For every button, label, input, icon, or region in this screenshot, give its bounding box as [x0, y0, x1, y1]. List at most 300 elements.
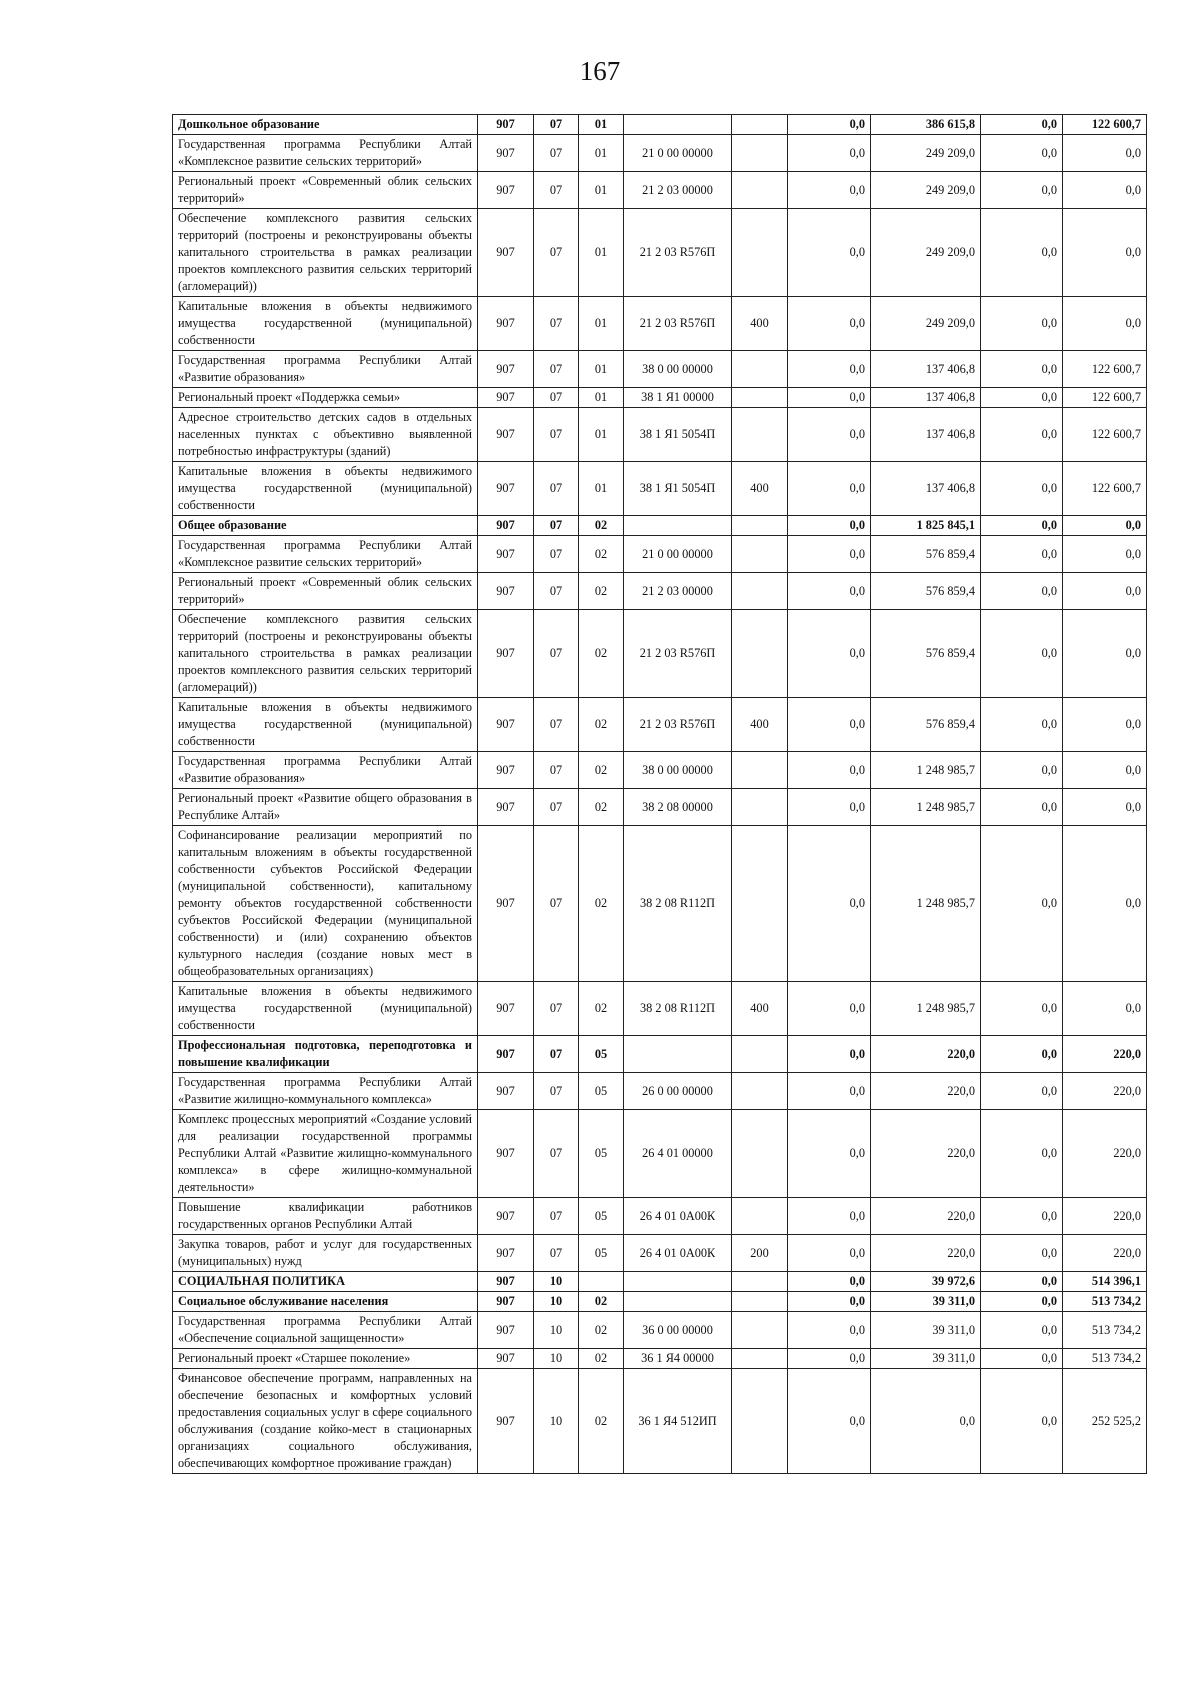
- amount-2-cell: 249 209,0: [871, 209, 981, 297]
- table-row: [173, 698, 1147, 752]
- amount-4-cell: 0,0: [1063, 826, 1147, 982]
- table-row: [173, 1198, 1147, 1235]
- table-row: [173, 1292, 1147, 1312]
- amount-1-cell: 0,0: [788, 1349, 871, 1369]
- section-code-cell: 07: [534, 610, 579, 698]
- target-article-cell: 38 1 Я1 5054П: [624, 408, 732, 462]
- row-name-cell: Закупка товаров, работ и услуг для государственных (муниципальных) нужд: [173, 1235, 478, 1272]
- amount-4-cell: 0,0: [1063, 536, 1147, 573]
- expense-type-cell: [732, 351, 788, 388]
- expense-type-cell: [732, 1073, 788, 1110]
- section-code-cell: 07: [534, 516, 579, 536]
- amount-4-cell: 0,0: [1063, 698, 1147, 752]
- row-name-cell: Повышение квалификации работников государственных органов Республики Алтай: [173, 1198, 478, 1235]
- expense-type-cell: [732, 135, 788, 172]
- department-code-cell: 907: [478, 172, 534, 209]
- amount-1-cell: 0,0: [788, 135, 871, 172]
- target-article-cell: 38 1 Я1 00000: [624, 388, 732, 408]
- table-row: [173, 297, 1147, 351]
- section-code-cell: 07: [534, 1235, 579, 1272]
- table-body: [173, 115, 1147, 1474]
- expense-type-cell: [732, 1272, 788, 1292]
- table-row: [173, 516, 1147, 536]
- section-code-cell: 07: [534, 536, 579, 573]
- table-row: [173, 789, 1147, 826]
- section-code-cell: 07: [534, 297, 579, 351]
- table-row: [173, 610, 1147, 698]
- subsection-code-cell: [579, 1272, 624, 1292]
- expense-type-cell: 400: [732, 297, 788, 351]
- department-code-cell: 907: [478, 536, 534, 573]
- department-code-cell: 907: [478, 297, 534, 351]
- target-article-cell: 21 2 03 R576П: [624, 209, 732, 297]
- target-article-cell: 21 2 03 R576П: [624, 698, 732, 752]
- amount-2-cell: 137 406,8: [871, 388, 981, 408]
- section-code-cell: 07: [534, 1073, 579, 1110]
- row-name-cell: Региональный проект «Современный облик сельских территорий»: [173, 573, 478, 610]
- amount-1-cell: 0,0: [788, 1036, 871, 1073]
- amount-1-cell: 0,0: [788, 1235, 871, 1272]
- expense-type-cell: [732, 115, 788, 135]
- subsection-code-cell: 02: [579, 982, 624, 1036]
- expense-type-cell: 200: [732, 1235, 788, 1272]
- row-name-cell: Комплекс процессных мероприятий «Создание условий для реализации государственной программы Республики Алтай «Развитие жилищно-коммунального комплекса» в сфере жилищно-коммунальной деятельности»: [173, 1110, 478, 1198]
- target-article-cell: 26 4 01 0А00К: [624, 1198, 732, 1235]
- target-article-cell: 38 2 08 R112П: [624, 826, 732, 982]
- amount-3-cell: 0,0: [981, 388, 1063, 408]
- expense-type-cell: [732, 1349, 788, 1369]
- subsection-code-cell: 01: [579, 351, 624, 388]
- department-code-cell: 907: [478, 698, 534, 752]
- amount-3-cell: 0,0: [981, 573, 1063, 610]
- amount-1-cell: 0,0: [788, 1272, 871, 1292]
- row-name-cell: Государственная программа Республики Алтай «Развитие образования»: [173, 351, 478, 388]
- table-row: [173, 826, 1147, 982]
- section-code-cell: 10: [534, 1349, 579, 1369]
- target-article-cell: 36 1 Я4 00000: [624, 1349, 732, 1369]
- amount-4-cell: 513 734,2: [1063, 1312, 1147, 1349]
- amount-4-cell: 0,0: [1063, 610, 1147, 698]
- row-name-cell: Государственная программа Республики Алтай «Обеспечение социальной защищенности»: [173, 1312, 478, 1349]
- subsection-code-cell: 01: [579, 209, 624, 297]
- target-article-cell: 38 0 00 00000: [624, 351, 732, 388]
- row-name-cell: Государственная программа Республики Алтай «Комплексное развитие сельских территорий»: [173, 135, 478, 172]
- amount-3-cell: 0,0: [981, 826, 1063, 982]
- row-name-cell: Обеспечение комплексного развития сельских территорий (построены и реконструированы объекты капитального строительства в рамках реализации проектов комплексного развития сельских территорий (агломераций)): [173, 209, 478, 297]
- amount-4-cell: 0,0: [1063, 789, 1147, 826]
- subsection-code-cell: 05: [579, 1198, 624, 1235]
- section-code-cell: 07: [534, 982, 579, 1036]
- amount-2-cell: 39 972,6: [871, 1272, 981, 1292]
- target-article-cell: 36 1 Я4 512ИП: [624, 1369, 732, 1474]
- subsection-code-cell: 02: [579, 1349, 624, 1369]
- amount-3-cell: 0,0: [981, 351, 1063, 388]
- table-row: [173, 172, 1147, 209]
- subsection-code-cell: 02: [579, 516, 624, 536]
- section-code-cell: 07: [534, 172, 579, 209]
- amount-2-cell: 1 825 845,1: [871, 516, 981, 536]
- target-article-cell: 21 2 03 R576П: [624, 297, 732, 351]
- section-code-cell: 07: [534, 752, 579, 789]
- subsection-code-cell: 02: [579, 789, 624, 826]
- amount-1-cell: 0,0: [788, 982, 871, 1036]
- table-row: [173, 351, 1147, 388]
- amount-1-cell: 0,0: [788, 698, 871, 752]
- amount-3-cell: 0,0: [981, 172, 1063, 209]
- amount-2-cell: 220,0: [871, 1110, 981, 1198]
- amount-1-cell: 0,0: [788, 826, 871, 982]
- section-code-cell: 07: [534, 1036, 579, 1073]
- expense-type-cell: [732, 1369, 788, 1474]
- department-code-cell: 907: [478, 610, 534, 698]
- target-article-cell: 26 0 00 00000: [624, 1073, 732, 1110]
- row-name-cell: Капитальные вложения в объекты недвижимого имущества государственной (муниципальной) собственности: [173, 462, 478, 516]
- section-code-cell: 07: [534, 573, 579, 610]
- target-article-cell: 21 2 03 R576П: [624, 610, 732, 698]
- amount-2-cell: 576 859,4: [871, 573, 981, 610]
- target-article-cell: [624, 1272, 732, 1292]
- target-article-cell: 38 2 08 R112П: [624, 982, 732, 1036]
- expense-type-cell: [732, 408, 788, 462]
- subsection-code-cell: 02: [579, 1292, 624, 1312]
- amount-2-cell: 39 311,0: [871, 1292, 981, 1312]
- department-code-cell: 907: [478, 789, 534, 826]
- amount-2-cell: 137 406,8: [871, 408, 981, 462]
- amount-1-cell: 0,0: [788, 388, 871, 408]
- section-code-cell: 07: [534, 1110, 579, 1198]
- table-row: [173, 1369, 1147, 1474]
- table-row: [173, 462, 1147, 516]
- table-row: [173, 536, 1147, 573]
- amount-4-cell: 122 600,7: [1063, 388, 1147, 408]
- table-row: [173, 115, 1147, 135]
- amount-4-cell: 220,0: [1063, 1073, 1147, 1110]
- section-code-cell: 07: [534, 698, 579, 752]
- table-row: [173, 1036, 1147, 1073]
- amount-4-cell: 220,0: [1063, 1036, 1147, 1073]
- target-article-cell: [624, 1292, 732, 1312]
- amount-4-cell: 252 525,2: [1063, 1369, 1147, 1474]
- table-row: [173, 209, 1147, 297]
- subsection-code-cell: 02: [579, 573, 624, 610]
- table-row: [173, 1312, 1147, 1349]
- row-name-cell: Государственная программа Республики Алтай «Развитие образования»: [173, 752, 478, 789]
- target-article-cell: [624, 516, 732, 536]
- row-name-cell: Государственная программа Республики Алтай «Комплексное развитие сельских территорий»: [173, 536, 478, 573]
- amount-3-cell: 0,0: [981, 1198, 1063, 1235]
- table-row: [173, 388, 1147, 408]
- table-row: [173, 573, 1147, 610]
- amount-2-cell: 1 248 985,7: [871, 789, 981, 826]
- row-name-cell: Государственная программа Республики Алтай «Развитие жилищно-коммунального комплекса»: [173, 1073, 478, 1110]
- expense-type-cell: [732, 209, 788, 297]
- department-code-cell: 907: [478, 351, 534, 388]
- subsection-code-cell: 05: [579, 1036, 624, 1073]
- table-row: [173, 135, 1147, 172]
- amount-3-cell: 0,0: [981, 135, 1063, 172]
- amount-3-cell: 0,0: [981, 1312, 1063, 1349]
- amount-2-cell: 39 311,0: [871, 1349, 981, 1369]
- amount-3-cell: 0,0: [981, 1073, 1063, 1110]
- amount-1-cell: 0,0: [788, 115, 871, 135]
- amount-3-cell: 0,0: [981, 698, 1063, 752]
- row-name-cell: Капитальные вложения в объекты недвижимого имущества государственной (муниципальной) собственности: [173, 982, 478, 1036]
- subsection-code-cell: 02: [579, 610, 624, 698]
- amount-4-cell: 0,0: [1063, 573, 1147, 610]
- amount-4-cell: 513 734,2: [1063, 1292, 1147, 1312]
- table-row: [173, 1349, 1147, 1369]
- row-name-cell: Региональный проект «Развитие общего образования в Республике Алтай»: [173, 789, 478, 826]
- department-code-cell: 907: [478, 982, 534, 1036]
- amount-4-cell: 122 600,7: [1063, 462, 1147, 516]
- amount-3-cell: 0,0: [981, 1369, 1063, 1474]
- subsection-code-cell: 05: [579, 1235, 624, 1272]
- department-code-cell: 907: [478, 388, 534, 408]
- section-code-cell: 10: [534, 1272, 579, 1292]
- row-name-cell: Капитальные вложения в объекты недвижимого имущества государственной (муниципальной) собственности: [173, 698, 478, 752]
- subsection-code-cell: 01: [579, 462, 624, 516]
- amount-1-cell: 0,0: [788, 351, 871, 388]
- expense-type-cell: 400: [732, 982, 788, 1036]
- expense-type-cell: [732, 536, 788, 573]
- subsection-code-cell: 02: [579, 752, 624, 789]
- subsection-code-cell: 02: [579, 1312, 624, 1349]
- expense-type-cell: [732, 388, 788, 408]
- amount-1-cell: 0,0: [788, 610, 871, 698]
- amount-4-cell: 0,0: [1063, 752, 1147, 789]
- amount-2-cell: 220,0: [871, 1198, 981, 1235]
- department-code-cell: 907: [478, 573, 534, 610]
- section-code-cell: 07: [534, 1198, 579, 1235]
- amount-3-cell: 0,0: [981, 462, 1063, 516]
- section-code-cell: 07: [534, 789, 579, 826]
- subsection-code-cell: 01: [579, 172, 624, 209]
- expense-type-cell: 400: [732, 698, 788, 752]
- amount-3-cell: 0,0: [981, 1235, 1063, 1272]
- amount-1-cell: 0,0: [788, 1292, 871, 1312]
- department-code-cell: 907: [478, 135, 534, 172]
- amount-3-cell: 0,0: [981, 115, 1063, 135]
- amount-4-cell: 514 396,1: [1063, 1272, 1147, 1292]
- amount-4-cell: 220,0: [1063, 1110, 1147, 1198]
- amount-1-cell: 0,0: [788, 1110, 871, 1198]
- expense-type-cell: [732, 752, 788, 789]
- target-article-cell: 26 4 01 00000: [624, 1110, 732, 1198]
- section-code-cell: 07: [534, 115, 579, 135]
- target-article-cell: 21 0 00 00000: [624, 135, 732, 172]
- amount-1-cell: 0,0: [788, 573, 871, 610]
- amount-2-cell: 0,0: [871, 1369, 981, 1474]
- amount-2-cell: 137 406,8: [871, 462, 981, 516]
- row-name-cell: Региональный проект «Поддержка семьи»: [173, 388, 478, 408]
- section-code-cell: 07: [534, 388, 579, 408]
- section-code-cell: 07: [534, 462, 579, 516]
- amount-4-cell: 0,0: [1063, 982, 1147, 1036]
- amount-2-cell: 137 406,8: [871, 351, 981, 388]
- amount-4-cell: 220,0: [1063, 1198, 1147, 1235]
- row-name-cell: Региональный проект «Старшее поколение»: [173, 1349, 478, 1369]
- subsection-code-cell: 01: [579, 388, 624, 408]
- expense-type-cell: [732, 1036, 788, 1073]
- table-row: [173, 1110, 1147, 1198]
- department-code-cell: 907: [478, 1235, 534, 1272]
- target-article-cell: 21 2 03 00000: [624, 573, 732, 610]
- amount-3-cell: 0,0: [981, 516, 1063, 536]
- amount-2-cell: 386 615,8: [871, 115, 981, 135]
- amount-1-cell: 0,0: [788, 536, 871, 573]
- department-code-cell: 907: [478, 752, 534, 789]
- target-article-cell: 26 4 01 0А00К: [624, 1235, 732, 1272]
- expense-type-cell: [732, 1312, 788, 1349]
- expense-type-cell: [732, 1110, 788, 1198]
- row-name-cell: СОЦИАЛЬНАЯ ПОЛИТИКА: [173, 1272, 478, 1292]
- page-number: 167: [579, 56, 621, 86]
- department-code-cell: 907: [478, 516, 534, 536]
- row-name-cell: Профессиональная подготовка, переподготовка и повышение квалификации: [173, 1036, 478, 1073]
- amount-3-cell: 0,0: [981, 1272, 1063, 1292]
- amount-1-cell: 0,0: [788, 1198, 871, 1235]
- department-code-cell: 907: [478, 209, 534, 297]
- section-code-cell: 10: [534, 1369, 579, 1474]
- amount-2-cell: 249 209,0: [871, 172, 981, 209]
- section-code-cell: 07: [534, 351, 579, 388]
- amount-1-cell: 0,0: [788, 172, 871, 209]
- expense-type-cell: [732, 573, 788, 610]
- row-name-cell: Общее образование: [173, 516, 478, 536]
- row-name-cell: Дошкольное образование: [173, 115, 478, 135]
- amount-3-cell: 0,0: [981, 789, 1063, 826]
- amount-3-cell: 0,0: [981, 536, 1063, 573]
- expense-type-cell: [732, 1198, 788, 1235]
- target-article-cell: 21 2 03 00000: [624, 172, 732, 209]
- department-code-cell: 907: [478, 462, 534, 516]
- amount-4-cell: 0,0: [1063, 297, 1147, 351]
- table-row: [173, 1073, 1147, 1110]
- amount-4-cell: 513 734,2: [1063, 1349, 1147, 1369]
- amount-3-cell: 0,0: [981, 1349, 1063, 1369]
- amount-2-cell: 220,0: [871, 1036, 981, 1073]
- amount-1-cell: 0,0: [788, 1312, 871, 1349]
- expense-type-cell: [732, 1292, 788, 1312]
- amount-4-cell: 122 600,7: [1063, 351, 1147, 388]
- expense-type-cell: [732, 610, 788, 698]
- target-article-cell: 38 0 00 00000: [624, 752, 732, 789]
- target-article-cell: 36 0 00 00000: [624, 1312, 732, 1349]
- amount-3-cell: 0,0: [981, 209, 1063, 297]
- department-code-cell: 907: [478, 1073, 534, 1110]
- amount-1-cell: 0,0: [788, 752, 871, 789]
- row-name-cell: Капитальные вложения в объекты недвижимого имущества государственной (муниципальной) собственности: [173, 297, 478, 351]
- amount-3-cell: 0,0: [981, 752, 1063, 789]
- expense-type-cell: [732, 516, 788, 536]
- amount-1-cell: 0,0: [788, 297, 871, 351]
- target-article-cell: [624, 115, 732, 135]
- department-code-cell: 907: [478, 1312, 534, 1349]
- row-name-cell: Региональный проект «Современный облик сельских территорий»: [173, 172, 478, 209]
- target-article-cell: 38 2 08 00000: [624, 789, 732, 826]
- section-code-cell: 10: [534, 1292, 579, 1312]
- amount-4-cell: 122 600,7: [1063, 115, 1147, 135]
- subsection-code-cell: 02: [579, 698, 624, 752]
- section-code-cell: 07: [534, 408, 579, 462]
- subsection-code-cell: 02: [579, 536, 624, 573]
- amount-1-cell: 0,0: [788, 516, 871, 536]
- department-code-cell: 907: [478, 826, 534, 982]
- amount-1-cell: 0,0: [788, 462, 871, 516]
- target-article-cell: [624, 1036, 732, 1073]
- expense-type-cell: [732, 826, 788, 982]
- target-article-cell: 21 0 00 00000: [624, 536, 732, 573]
- amount-4-cell: 0,0: [1063, 172, 1147, 209]
- table-row: [173, 408, 1147, 462]
- section-code-cell: 07: [534, 826, 579, 982]
- subsection-code-cell: 02: [579, 826, 624, 982]
- target-article-cell: 38 1 Я1 5054П: [624, 462, 732, 516]
- department-code-cell: 907: [478, 1369, 534, 1474]
- section-code-cell: 07: [534, 209, 579, 297]
- amount-2-cell: 576 859,4: [871, 698, 981, 752]
- table-row: [173, 1235, 1147, 1272]
- amount-4-cell: 0,0: [1063, 516, 1147, 536]
- amount-4-cell: 0,0: [1063, 209, 1147, 297]
- amount-1-cell: 0,0: [788, 1073, 871, 1110]
- subsection-code-cell: 01: [579, 135, 624, 172]
- amount-3-cell: 0,0: [981, 1036, 1063, 1073]
- department-code-cell: 907: [478, 1110, 534, 1198]
- expense-type-cell: [732, 789, 788, 826]
- row-name-cell: Обеспечение комплексного развития сельских территорий (построены и реконструированы объекты капитального строительства в рамках реализации проектов комплексного развития сельских территорий (агломераций)): [173, 610, 478, 698]
- amount-3-cell: 0,0: [981, 297, 1063, 351]
- department-code-cell: 907: [478, 1349, 534, 1369]
- department-code-cell: 907: [478, 1272, 534, 1292]
- department-code-cell: 907: [478, 115, 534, 135]
- table-row: [173, 982, 1147, 1036]
- amount-1-cell: 0,0: [788, 209, 871, 297]
- amount-1-cell: 0,0: [788, 789, 871, 826]
- amount-4-cell: 122 600,7: [1063, 408, 1147, 462]
- amount-2-cell: 1 248 985,7: [871, 752, 981, 789]
- row-name-cell: Финансовое обеспечение программ, направленных на обеспечение безопасных и комфортных условий предоставления социальных услуг в сфере социального обслуживания (создание койко-мест в стационарных организациях социального обслуживания, обеспечивающих комфортное проживание граждан): [173, 1369, 478, 1474]
- amount-1-cell: 0,0: [788, 1369, 871, 1474]
- row-name-cell: Адресное строительство детских садов в отдельных населенных пунктах с объективно выявленной потребностью инфраструктуры (зданий): [173, 408, 478, 462]
- row-name-cell: Социальное обслуживание населения: [173, 1292, 478, 1312]
- subsection-code-cell: 05: [579, 1110, 624, 1198]
- department-code-cell: 907: [478, 1036, 534, 1073]
- amount-2-cell: 1 248 985,7: [871, 826, 981, 982]
- amount-3-cell: 0,0: [981, 610, 1063, 698]
- amount-2-cell: 576 859,4: [871, 610, 981, 698]
- expense-type-cell: 400: [732, 462, 788, 516]
- row-name-cell: Софинансирование реализации мероприятий по капитальным вложениям в объекты государственной собственности субъектов Российской Федерации (муниципальной собственности), капитальному ремонту объектов государственной собственности субъектов Российской Федерации (муниципальной собственности) и (или) сохранению объектов культурного наследия (создание новых мест в общеобразовательных организациях): [173, 826, 478, 982]
- subsection-code-cell: 02: [579, 1369, 624, 1474]
- department-code-cell: 907: [478, 1198, 534, 1235]
- amount-2-cell: 249 209,0: [871, 135, 981, 172]
- amount-4-cell: 0,0: [1063, 135, 1147, 172]
- amount-3-cell: 0,0: [981, 1110, 1063, 1198]
- expense-type-cell: [732, 172, 788, 209]
- section-code-cell: 10: [534, 1312, 579, 1349]
- subsection-code-cell: 01: [579, 297, 624, 351]
- amount-2-cell: 39 311,0: [871, 1312, 981, 1349]
- amount-4-cell: 220,0: [1063, 1235, 1147, 1272]
- subsection-code-cell: 05: [579, 1073, 624, 1110]
- amount-2-cell: 249 209,0: [871, 297, 981, 351]
- subsection-code-cell: 01: [579, 408, 624, 462]
- department-code-cell: 907: [478, 1292, 534, 1312]
- table-row: [173, 1272, 1147, 1292]
- department-code-cell: 907: [478, 408, 534, 462]
- section-code-cell: 07: [534, 135, 579, 172]
